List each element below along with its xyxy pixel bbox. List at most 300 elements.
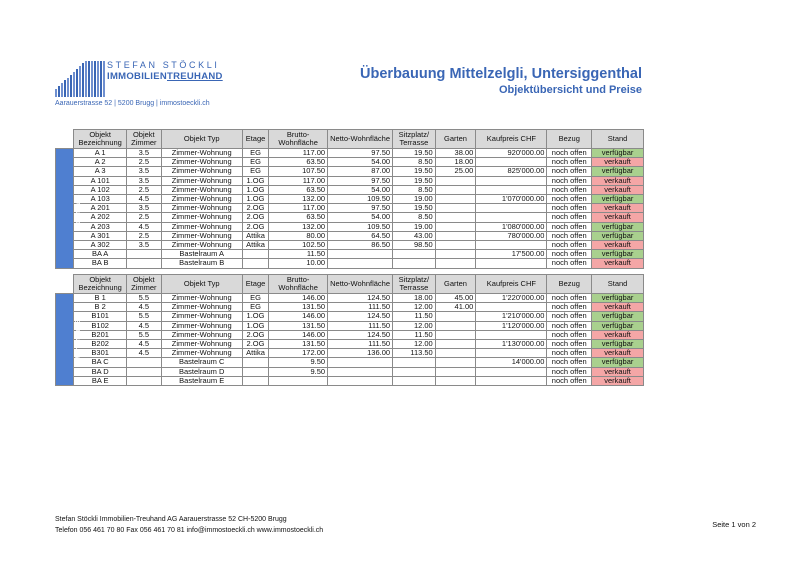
cell-netto: 86.50 xyxy=(328,241,393,250)
cell-typ: Zimmer-Wohnung xyxy=(161,321,242,330)
cell-netto: 124.50 xyxy=(328,312,393,321)
cell-garten: 18.00 xyxy=(435,158,476,167)
cell-zimmer: 3.5 xyxy=(127,149,162,158)
cell-sitzplatz: 8.50 xyxy=(393,158,436,167)
table-row xyxy=(56,321,644,330)
cell-bezug: noch offen xyxy=(547,167,592,176)
cell-etage: 1.OG xyxy=(242,176,268,185)
cell-zimmer: 4.5 xyxy=(127,303,162,312)
status-badge: verfügbar xyxy=(592,340,644,349)
cell-bezeichnung: A 102 xyxy=(74,185,127,194)
cell-kaufpreis: 17'500.00 xyxy=(476,250,547,259)
column-header: Bezug xyxy=(547,130,592,149)
status-badge: verkauft xyxy=(592,185,644,194)
cell-sitzplatz: 19.00 xyxy=(393,222,436,231)
cell-typ: Zimmer-Wohnung xyxy=(161,231,242,240)
cell-typ: Zimmer-Wohnung xyxy=(161,303,242,312)
cell-zimmer xyxy=(127,376,162,385)
cell-typ: Zimmer-Wohnung xyxy=(161,222,242,231)
cell-kaufpreis: 1'210'000.00 xyxy=(476,312,547,321)
footer-contact: Telefon 056 461 70 80 Fax 056 461 70 81 info@immostoeckli.ch www.immostoeckli.ch xyxy=(55,527,324,534)
cell-bezug: noch offen xyxy=(547,303,592,312)
cell-typ: Bastelraum C xyxy=(161,358,242,367)
table-wohnhaus-b xyxy=(55,274,644,386)
cell-bezeichnung: BA E xyxy=(74,376,127,385)
cell-garten: 41.00 xyxy=(435,303,476,312)
table-row xyxy=(56,259,644,268)
cell-typ: Zimmer-Wohnung xyxy=(161,167,242,176)
cell-netto xyxy=(328,376,393,385)
cell-etage: EG xyxy=(242,149,268,158)
cell-bezug: noch offen xyxy=(547,213,592,222)
cell-typ: Zimmer-Wohnung xyxy=(161,294,242,303)
house-label xyxy=(56,294,83,386)
cell-etage: 2.OG xyxy=(242,213,268,222)
cell-sitzplatz: 11.50 xyxy=(393,312,436,321)
cell-etage: Attika xyxy=(242,241,268,250)
cell-bezug: noch offen xyxy=(547,204,592,213)
cell-kaufpreis: 920'000.00 xyxy=(476,149,547,158)
cell-garten xyxy=(435,204,476,213)
cell-sitzplatz: 113.50 xyxy=(393,349,436,358)
cell-sitzplatz: 19.00 xyxy=(393,195,436,204)
cell-etage: 1.OG xyxy=(242,195,268,204)
table-row xyxy=(56,376,644,385)
cell-garten xyxy=(435,241,476,250)
cell-bezeichnung: A 203 xyxy=(74,222,127,231)
cell-kaufpreis xyxy=(476,367,547,376)
cell-kaufpreis: 1'070'000.00 xyxy=(476,195,547,204)
cell-typ: Zimmer-Wohnung xyxy=(161,158,242,167)
status-badge: verkauft xyxy=(592,303,644,312)
status-badge: verfügbar xyxy=(592,321,644,330)
cell-bezug: noch offen xyxy=(547,330,592,339)
cell-garten xyxy=(435,367,476,376)
cell-typ: Zimmer-Wohnung xyxy=(161,185,242,194)
status-badge: verfügbar xyxy=(592,358,644,367)
cell-garten xyxy=(435,358,476,367)
house-label xyxy=(56,149,83,269)
cell-bezug: noch offen xyxy=(547,176,592,185)
cell-garten: 25.00 xyxy=(435,167,476,176)
cell-bezeichnung: A 301 xyxy=(74,231,127,240)
cell-bezug: noch offen xyxy=(547,358,592,367)
cell-bezeichnung: B 1 xyxy=(74,294,127,303)
house-label-text: Wohnhaus A xyxy=(75,187,83,231)
cell-bezug: noch offen xyxy=(547,195,592,204)
cell-bezug: noch offen xyxy=(547,231,592,240)
cell-bezug: noch offen xyxy=(547,340,592,349)
cell-brutto: 132.00 xyxy=(269,222,328,231)
status-badge: verkauft xyxy=(592,376,644,385)
cell-garten xyxy=(435,312,476,321)
column-header: Netto-Wohnfläche xyxy=(328,130,393,149)
house-label-text: Wohnhaus B xyxy=(75,318,83,362)
cell-bezeichnung: A 201 xyxy=(74,204,127,213)
cell-netto: 87.00 xyxy=(328,167,393,176)
cell-netto: 111.50 xyxy=(328,340,393,349)
page-subtitle: Objektübersicht und Preise xyxy=(498,84,642,96)
cell-sitzplatz: 19.50 xyxy=(393,149,436,158)
column-header: Bezug xyxy=(547,275,592,294)
status-badge: verfügbar xyxy=(592,250,644,259)
status-badge: verkauft xyxy=(592,241,644,250)
cell-etage xyxy=(242,367,268,376)
cell-zimmer: 4.5 xyxy=(127,321,162,330)
cell-bezug: noch offen xyxy=(547,149,592,158)
cell-bezeichnung: BA D xyxy=(74,367,127,376)
cell-zimmer: 4.5 xyxy=(127,340,162,349)
cell-netto: 97.50 xyxy=(328,204,393,213)
cell-typ: Bastelraum E xyxy=(161,376,242,385)
cell-sitzplatz: 11.50 xyxy=(393,330,436,339)
cell-sitzplatz: 12.00 xyxy=(393,321,436,330)
logo-address: Aarauerstrasse 52 | 5200 Brugg | immostoeckli.ch xyxy=(55,100,210,107)
cell-etage: 1.OG xyxy=(242,312,268,321)
cell-bezug: noch offen xyxy=(547,376,592,385)
cell-sitzplatz: 19.50 xyxy=(393,167,436,176)
cell-etage xyxy=(242,376,268,385)
column-header: Stand xyxy=(592,275,644,294)
cell-typ: Zimmer-Wohnung xyxy=(161,195,242,204)
table-row xyxy=(56,367,644,376)
cell-etage: EG xyxy=(242,167,268,176)
logo-brand xyxy=(107,71,223,82)
cell-garten xyxy=(435,185,476,194)
cell-typ: Zimmer-Wohnung xyxy=(161,149,242,158)
status-badge: verkauft xyxy=(592,204,644,213)
cell-etage: 2.OG xyxy=(242,330,268,339)
table-row xyxy=(56,222,644,231)
logo-brand-part2: TREUHAND xyxy=(167,71,223,82)
cell-brutto: 9.50 xyxy=(269,358,328,367)
cell-kaufpreis xyxy=(476,259,547,268)
cell-brutto: 131.50 xyxy=(269,321,328,330)
status-badge: verkauft xyxy=(592,349,644,358)
cell-garten xyxy=(435,176,476,185)
table-row xyxy=(56,213,644,222)
cell-typ: Zimmer-Wohnung xyxy=(161,241,242,250)
page-title: Überbauung Mittelzelgli, Untersiggenthal xyxy=(360,66,642,82)
status-badge: verfügbar xyxy=(592,167,644,176)
column-header: Objekt Zimmer xyxy=(127,130,162,149)
cell-etage xyxy=(242,259,268,268)
status-badge: verfügbar xyxy=(592,312,644,321)
cell-brutto: 102.50 xyxy=(269,241,328,250)
column-header: Garten xyxy=(435,130,476,149)
cell-bezug: noch offen xyxy=(547,259,592,268)
cell-etage: 2.OG xyxy=(242,340,268,349)
column-header: Objekt Zimmer xyxy=(127,275,162,294)
cell-kaufpreis: 1'120'000.00 xyxy=(476,321,547,330)
cell-bezeichnung: A 302 xyxy=(74,241,127,250)
cell-brutto xyxy=(269,376,328,385)
column-header: Kaufpreis CHF xyxy=(476,275,547,294)
cell-kaufpreis xyxy=(476,376,547,385)
column-header: Brutto-Wohnfläche xyxy=(269,130,328,149)
cell-sitzplatz: 98.50 xyxy=(393,241,436,250)
cell-netto: 64.50 xyxy=(328,231,393,240)
column-header: Netto-Wohnfläche xyxy=(328,275,393,294)
cell-netto: 54.00 xyxy=(328,158,393,167)
cell-bezug: noch offen xyxy=(547,241,592,250)
cell-etage: 1.OG xyxy=(242,185,268,194)
cell-etage: Attika xyxy=(242,231,268,240)
cell-typ: Zimmer-Wohnung xyxy=(161,204,242,213)
cell-brutto: 117.00 xyxy=(269,176,328,185)
cell-zimmer: 2.5 xyxy=(127,158,162,167)
cell-bezeichnung: B102 xyxy=(74,321,127,330)
status-badge: verfügbar xyxy=(592,231,644,240)
cell-bezeichnung: B201 xyxy=(74,330,127,339)
status-badge: verkauft xyxy=(592,330,644,339)
status-badge: verkauft xyxy=(592,259,644,268)
cell-zimmer: 4.5 xyxy=(127,349,162,358)
cell-typ: Zimmer-Wohnung xyxy=(161,176,242,185)
cell-bezeichnung: A 103 xyxy=(74,195,127,204)
column-header: Brutto-Wohnfläche xyxy=(269,275,328,294)
cell-brutto: 63.50 xyxy=(269,185,328,194)
cell-bezeichnung: BA B xyxy=(74,259,127,268)
cell-brutto: 117.00 xyxy=(269,204,328,213)
logo-name: STEFAN STÖCKLI xyxy=(107,60,220,70)
logo-bars-icon xyxy=(55,61,105,97)
cell-brutto: 11.50 xyxy=(269,250,328,259)
cell-netto: 97.50 xyxy=(328,176,393,185)
cell-bezug: noch offen xyxy=(547,250,592,259)
status-badge: verfügbar xyxy=(592,149,644,158)
cell-sitzplatz: 18.00 xyxy=(393,294,436,303)
cell-zimmer: 4.5 xyxy=(127,222,162,231)
column-header: Etage xyxy=(242,275,268,294)
cell-netto: 124.50 xyxy=(328,294,393,303)
cell-zimmer: 5.5 xyxy=(127,330,162,339)
cell-zimmer: 4.5 xyxy=(127,195,162,204)
cell-garten xyxy=(435,222,476,231)
cell-etage: EG xyxy=(242,158,268,167)
cell-bezug: noch offen xyxy=(547,185,592,194)
cell-etage: 2.OG xyxy=(242,222,268,231)
cell-netto xyxy=(328,250,393,259)
column-header: Sitzplatz/ Terrasse xyxy=(393,130,436,149)
table-header-row xyxy=(56,130,644,149)
cell-brutto: 80.00 xyxy=(269,231,328,240)
header-spacer xyxy=(56,275,74,294)
cell-bezug: noch offen xyxy=(547,312,592,321)
status-badge: verkauft xyxy=(592,367,644,376)
cell-sitzplatz: 8.50 xyxy=(393,185,436,194)
cell-typ: Bastelraum A xyxy=(161,250,242,259)
cell-sitzplatz xyxy=(393,250,436,259)
cell-netto: 54.00 xyxy=(328,185,393,194)
cell-brutto: 131.50 xyxy=(269,340,328,349)
cell-garten: 38.00 xyxy=(435,149,476,158)
cell-sitzplatz: 19.50 xyxy=(393,204,436,213)
cell-netto: 109.50 xyxy=(328,222,393,231)
cell-sitzplatz: 12.00 xyxy=(393,340,436,349)
cell-brutto: 63.50 xyxy=(269,213,328,222)
cell-bezeichnung: B301 xyxy=(74,349,127,358)
cell-brutto: 132.00 xyxy=(269,195,328,204)
cell-brutto: 10.00 xyxy=(269,259,328,268)
column-header: Objekt Typ xyxy=(161,275,242,294)
cell-etage xyxy=(242,250,268,259)
status-badge: verkauft xyxy=(592,213,644,222)
cell-garten xyxy=(435,213,476,222)
logo-brand-part1: IMMOBILIEN xyxy=(107,71,167,82)
cell-bezeichnung: BA C xyxy=(74,358,127,367)
cell-bezeichnung: A 202 xyxy=(74,213,127,222)
company-logo xyxy=(55,58,255,110)
cell-bezeichnung: B101 xyxy=(74,312,127,321)
cell-garten xyxy=(435,195,476,204)
cell-kaufpreis: 780'000.00 xyxy=(476,231,547,240)
footer xyxy=(55,514,323,536)
cell-zimmer: 3.5 xyxy=(127,176,162,185)
cell-brutto: 63.50 xyxy=(269,158,328,167)
cell-netto: 97.50 xyxy=(328,149,393,158)
table-row xyxy=(56,167,644,176)
cell-sitzplatz: 43.00 xyxy=(393,231,436,240)
cell-garten xyxy=(435,250,476,259)
cell-bezeichnung: B 2 xyxy=(74,303,127,312)
cell-netto: 109.50 xyxy=(328,195,393,204)
cell-kaufpreis: 1'080'000.00 xyxy=(476,222,547,231)
cell-typ: Zimmer-Wohnung xyxy=(161,312,242,321)
cell-garten xyxy=(435,321,476,330)
status-badge: verfügbar xyxy=(592,195,644,204)
cell-garten xyxy=(435,340,476,349)
column-header: Garten xyxy=(435,275,476,294)
status-badge: verkauft xyxy=(592,158,644,167)
cell-brutto: 107.50 xyxy=(269,167,328,176)
column-header: Stand xyxy=(592,130,644,149)
column-header: Kaufpreis CHF xyxy=(476,130,547,149)
cell-sitzplatz: 12.00 xyxy=(393,303,436,312)
cell-typ: Bastelraum B xyxy=(161,259,242,268)
cell-bezeichnung: BA A xyxy=(74,250,127,259)
cell-kaufpreis xyxy=(476,213,547,222)
cell-etage xyxy=(242,358,268,367)
status-badge: verfügbar xyxy=(592,294,644,303)
header-spacer xyxy=(56,130,74,149)
status-badge: verkauft xyxy=(592,176,644,185)
cell-garten xyxy=(435,376,476,385)
cell-netto xyxy=(328,259,393,268)
cell-sitzplatz xyxy=(393,367,436,376)
cell-typ: Zimmer-Wohnung xyxy=(161,213,242,222)
cell-kaufpreis xyxy=(476,204,547,213)
cell-sitzplatz xyxy=(393,376,436,385)
cell-zimmer xyxy=(127,259,162,268)
page-number: Seite 1 von 2 xyxy=(712,520,756,529)
cell-brutto: 131.50 xyxy=(269,303,328,312)
cell-etage: EG xyxy=(242,294,268,303)
cell-netto: 136.00 xyxy=(328,349,393,358)
cell-zimmer: 3.5 xyxy=(127,204,162,213)
cell-typ: Zimmer-Wohnung xyxy=(161,330,242,339)
cell-zimmer xyxy=(127,367,162,376)
cell-bezeichnung: A 101 xyxy=(74,176,127,185)
cell-etage: 1.OG xyxy=(242,321,268,330)
cell-bezeichnung: B202 xyxy=(74,340,127,349)
cell-sitzplatz xyxy=(393,358,436,367)
cell-brutto: 172.00 xyxy=(269,349,328,358)
cell-brutto: 146.00 xyxy=(269,312,328,321)
cell-kaufpreis: 1'130'000.00 xyxy=(476,340,547,349)
column-header: Etage xyxy=(242,130,268,149)
cell-bezug: noch offen xyxy=(547,367,592,376)
cell-brutto: 117.00 xyxy=(269,149,328,158)
cell-bezug: noch offen xyxy=(547,294,592,303)
status-badge: verfügbar xyxy=(592,222,644,231)
cell-zimmer xyxy=(127,250,162,259)
cell-netto: 111.50 xyxy=(328,321,393,330)
cell-bezug: noch offen xyxy=(547,222,592,231)
cell-netto xyxy=(328,358,393,367)
cell-sitzplatz xyxy=(393,259,436,268)
column-header: Sitzplatz/ Terrasse xyxy=(393,275,436,294)
cell-netto: 54.00 xyxy=(328,213,393,222)
cell-typ: Zimmer-Wohnung xyxy=(161,340,242,349)
cell-garten xyxy=(435,349,476,358)
cell-zimmer: 2.5 xyxy=(127,185,162,194)
cell-typ: Zimmer-Wohnung xyxy=(161,349,242,358)
table-wohnhaus-a xyxy=(55,129,644,269)
cell-bezeichnung: A 2 xyxy=(74,158,127,167)
cell-garten: 45.00 xyxy=(435,294,476,303)
table-header-row xyxy=(56,275,644,294)
cell-bezug: noch offen xyxy=(547,349,592,358)
cell-netto xyxy=(328,367,393,376)
cell-netto: 124.50 xyxy=(328,330,393,339)
cell-bezeichnung: A 1 xyxy=(74,149,127,158)
cell-zimmer: 2.5 xyxy=(127,213,162,222)
cell-sitzplatz: 8.50 xyxy=(393,213,436,222)
cell-brutto: 146.00 xyxy=(269,330,328,339)
cell-brutto: 146.00 xyxy=(269,294,328,303)
column-header: Objekt Bezeichnung xyxy=(74,275,127,294)
cell-kaufpreis: 825'000.00 xyxy=(476,167,547,176)
cell-garten xyxy=(435,330,476,339)
cell-kaufpreis: 14'000.00 xyxy=(476,358,547,367)
cell-bezug: noch offen xyxy=(547,321,592,330)
cell-etage: 2.OG xyxy=(242,204,268,213)
column-header: Objekt Bezeichnung xyxy=(74,130,127,149)
cell-sitzplatz: 19.50 xyxy=(393,176,436,185)
cell-zimmer xyxy=(127,358,162,367)
table-row xyxy=(56,312,644,321)
cell-zimmer: 5.5 xyxy=(127,312,162,321)
cell-etage: Attika xyxy=(242,349,268,358)
footer-address: Stefan Stöckli Immobilien-Treuhand AG Aarauerstrasse 52 CH-5200 Brugg xyxy=(55,516,287,523)
cell-netto: 111.50 xyxy=(328,303,393,312)
cell-kaufpreis xyxy=(476,176,547,185)
cell-bezeichnung: A 3 xyxy=(74,167,127,176)
cell-zimmer: 5.5 xyxy=(127,294,162,303)
cell-garten xyxy=(435,259,476,268)
cell-zimmer: 2.5 xyxy=(127,231,162,240)
cell-zimmer: 3.5 xyxy=(127,241,162,250)
cell-brutto: 9.50 xyxy=(269,367,328,376)
cell-zimmer: 3.5 xyxy=(127,167,162,176)
cell-garten xyxy=(435,231,476,240)
table-row xyxy=(56,358,644,367)
cell-etage: EG xyxy=(242,303,268,312)
cell-kaufpreis: 1'220'000.00 xyxy=(476,294,547,303)
column-header: Objekt Typ xyxy=(161,130,242,149)
cell-typ: Bastelraum D xyxy=(161,367,242,376)
